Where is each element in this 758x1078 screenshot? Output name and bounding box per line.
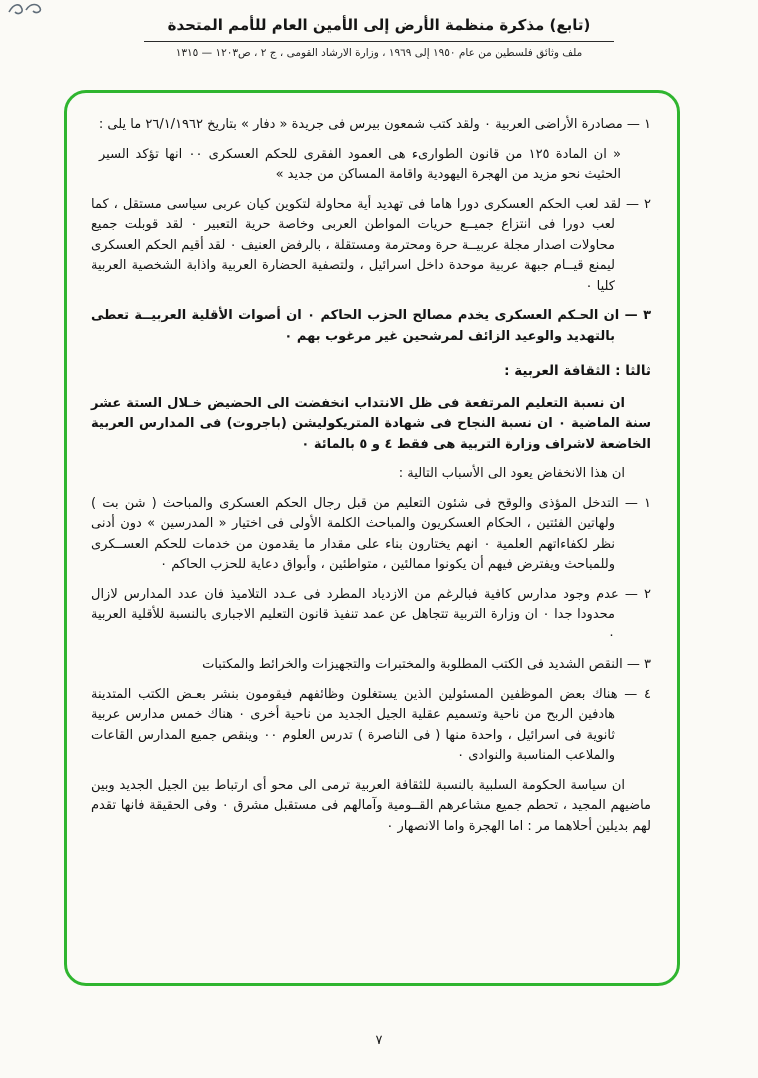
item-number: ٢ — <box>626 196 651 212</box>
section-heading: ثالثا : الثقافة العربية : <box>504 363 651 379</box>
header-rule <box>144 41 614 42</box>
item-number: ٢ — <box>624 586 651 602</box>
document-body <box>91 115 651 837</box>
item-number: ٣ — <box>626 657 651 672</box>
quote-paragraph: « ان المادة ١٢٥ من قانون الطوارىء هى العمود الفقرى للحكم العسكرى ٠٠ انها تؤكد السير الحثيث نحو مزيد من الهجرة اليهودية واقامة المساكن من جديد » <box>99 146 621 182</box>
paragraph: ان نسبة التعليم المرتفعة فى ظل الانتداب انخفضت الى الحضيض خـلال الستة عشر سنة الماضية ٠ ان نسبة النجاح فى شهادة المتريكوليشن (باجروت) فى المدارس العربية الخاضعة لاشراف وزارة التربية هى فقط ٤ و ٥ بالمائة ٠ <box>91 395 651 452</box>
handwritten-mark <box>6 0 50 20</box>
item-text: هناك بعض الموظفين المسئولين الذين يستغلون وظائفهم فيقومون بنشر بعـض الكتب المتدينة هادفين الربح من ناحية وتسميم عقلية الجيل الجديد من ناحية أخرى ٠ هناك خمس مدارس عربية ثانوية فى اسرائيل ، واحدة منها ( فى الناصرة ) تدرس العلوم ٠٠ وينقص جميع المدارس القاعات والملاعب المناسبة والنوادى ٠ <box>91 686 618 763</box>
item-text: عدم وجود مدارس كافية فبالرغم من الازدياد المطرد فى عـدد التلاميذ فان عدد المدارس لازال محدودا جدا ٠ ان وزارة التربية تتجاهل عن عمد تنفيذ قانون التعليم الاجبارى بالنسبة للأقلية العربية ٠ <box>91 586 619 643</box>
item-text: ان الحـكم العسكرى يخدم مصالح الحزب الحاكم ٠ ان أصوات الأقلية العربيــة تعطى بالتهديد والوعيد الزائف لمرشحين غير مرغوب بهم ٠ <box>91 308 620 344</box>
item-number: ٤ — <box>624 686 652 702</box>
page-number: ٧ <box>375 1033 383 1048</box>
item-number: ٣ — <box>624 308 651 323</box>
numbered-item <box>91 585 651 647</box>
item-text: مصادرة الأراضى العربية ٠ ولقد كتب شمعون بيرس فى جريدة « دفار » بتاريخ ٢٦/١/١٩٦٢ ما يلى : <box>98 117 623 132</box>
item-text: التدخل المؤذى والوقح فى شئون التعليم من قبل رجال الحكم العسكرى والمباحث ( شن بت ) ولهاتين الفئتين ، الحكام العسكريون والمباحث الكلمة الأولى فى اختيار « المدرسين » دون أدنى نظر لكفاءاتهم العلمية ٠ انهم يختارون بناء على مقدار ما يقدمون من خدمات للحكم العســكرى وللمباحث ويفترض فيهم أن يكونوا ممالئين ، متواطئين ، وأبواق دعاية للحزب الحاكم ٠ <box>91 495 619 572</box>
numbered-item <box>91 115 651 136</box>
header-source: ملف وثائق فلسطين من عام ١٩٥٠ إلى ١٩٦٩ ، وزارة الارشاد القومى ، ج ٢ ، ص١٢٠٣ — ١٣١٥ <box>175 47 583 59</box>
numbered-item <box>91 195 651 298</box>
document-header <box>0 0 758 59</box>
content-border-box <box>64 90 680 986</box>
paragraph: ان هذا الانخفاض يعود الى الأسباب التالية : <box>398 466 625 481</box>
paragraph: ان سياسة الحكومة السلبية بالنسبة للثقافة العربية ترمى الى محو أى ارتباط بين الجيل الجديد وبين ماضيهم المجيد ، تحطم جميع مشاعرهم القــومية وآمالهم فى مستقبل مشرق ٠ وفى الحقيقة فانها تقدم لهم بديلين أحلاهما مر : اما الهجرة واما الانصهار ٠ <box>91 777 651 834</box>
item-text: النقص الشديد فى الكتب المطلوبة والمختبرات والتجهيزات والخرائط والمكتبات <box>202 657 623 672</box>
header-title: (تابع) مذكرة منظمة الأرض إلى الأمين العام للأمم المتحدة <box>167 16 591 34</box>
numbered-item <box>91 306 651 347</box>
numbered-item <box>91 494 651 576</box>
item-number: ١ — <box>626 117 651 132</box>
item-text: لقد لعب الحكم العسكرى دورا هاما فى تهديد أية محاولة لتكوين كيان عربى سياسى مستقل ، كما لعب دورا فى انتزاع جميــع حريات المواطن العربى وخاصة حرية التعبير ٠ لقد قوبلت جميع محاولات اصدار مجلة عربيــة حرة ومحترمة ومستقلة ، بالرفض العنيف ٠ لقد أقيم الحكم العسكرى ليمنع قيــام جبهة عربية موحدة داخل اسرائيل ، ولتصفية الحضارة العربية واذابة الشخصية العربية كليا ٠ <box>91 196 622 294</box>
item-number: ١ — <box>624 495 651 511</box>
numbered-item <box>91 655 651 676</box>
numbered-item <box>91 685 651 767</box>
